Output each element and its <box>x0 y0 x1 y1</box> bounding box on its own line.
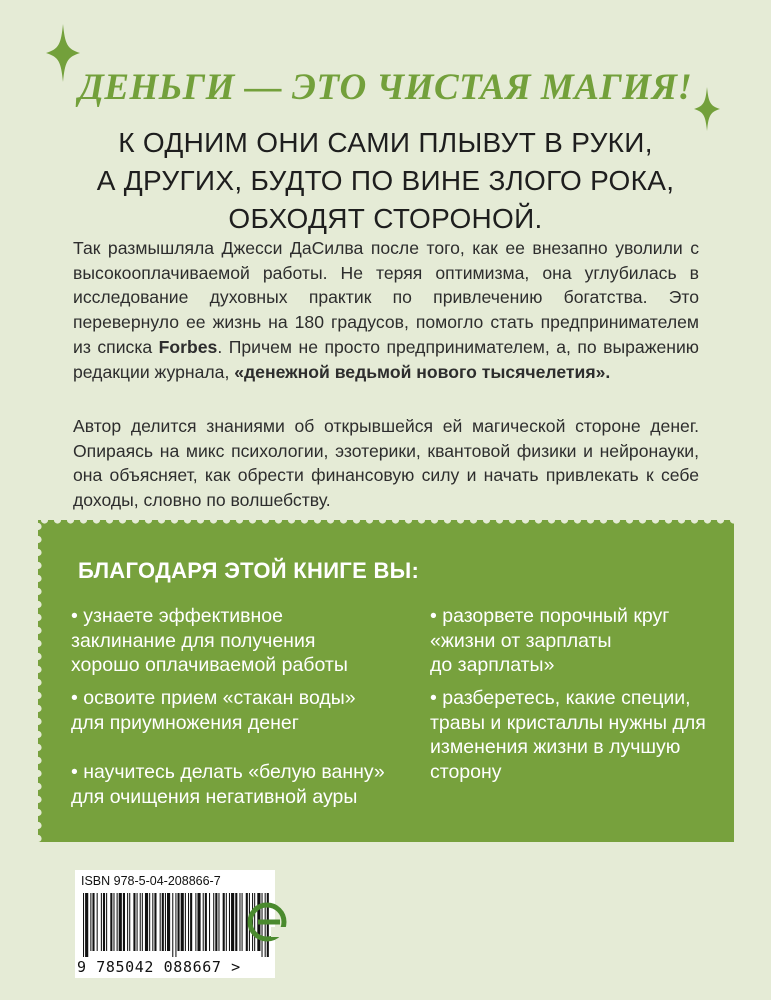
benefit-line: до зарплаты» <box>430 654 555 676</box>
eksmo-logo <box>245 900 289 949</box>
benefit-line: сторону <box>430 760 502 783</box>
benefit-item <box>71 760 385 809</box>
benefit-item <box>430 604 669 678</box>
benefit-line: изменения жизни в лучшую <box>430 736 681 758</box>
subheadline-line: А ДРУГИХ, БУДТО ПО ВИНЕ ЗЛОГО РОКА, <box>96 165 675 196</box>
benefit-line: • разберетесь, какие специи, <box>430 687 691 709</box>
benefit-line: • разорвете порочный круг <box>430 605 670 627</box>
subheadline <box>0 124 771 238</box>
benefit-line: заклинание для получения <box>71 629 316 652</box>
description-paragraph <box>73 236 699 384</box>
subheadline-line: ОБХОДЯТ СТОРОНОЙ. <box>228 203 543 234</box>
barcode-icon <box>83 893 269 957</box>
benefit-line: • узнаете эффективное <box>71 605 283 627</box>
panel-title: БЛАГОДАРЯ ЭТОЙ КНИГЕ ВЫ: <box>78 558 420 583</box>
benefit-line: травы и кристаллы нужны для <box>430 711 706 734</box>
benefits-panel <box>38 520 734 842</box>
benefit-item <box>71 686 356 735</box>
barcode-digits: 9 785042 088667 > <box>77 958 241 976</box>
benefit-item <box>71 604 348 678</box>
benefit-line: хорошо оплачиваемой работы <box>71 654 348 676</box>
paragraph-text: . Причем не просто предпринимателем, а, по выражению редакции журнала, <box>73 336 699 382</box>
author-paragraph: Автор делится знаниями об открывшейся ей магической стороне денег. Опираясь на микс психологии, эзотерики, квантовой физики и нейронауки, она объясняет, как обрести финансовую силу и начать привлекать к себе доходы, словно по волшебству. <box>73 416 699 511</box>
benefit-item <box>430 686 706 784</box>
paragraph-text: Так размышляла Джесси ДаСилва после того, как ее внезапно уволили с высокооплачиваемой работы. Не теряя оптимизма, она углубилась в исследование духовных практик по привлечению богатства. Это перевернуло ее жизнь на 180 градусов, помогло стать предпринимателем из списка <box>73 238 699 357</box>
subheadline-line: К ОДНИМ ОНИ САМИ ПЛЫВУТ В РУКИ, <box>118 127 653 158</box>
benefit-line: • научитесь делать «белую ванну» <box>71 761 385 783</box>
benefit-line: для очищения негативной ауры <box>71 785 358 808</box>
benefit-line: «жизни от зарплаты <box>430 629 612 652</box>
headline: ДЕНЬГИ — ЭТО ЧИСТАЯ МАГИЯ! <box>78 67 693 108</box>
quote-highlight: «денежной ведьмой нового тысячелетия». <box>234 361 611 382</box>
isbn-label: ISBN 978-5-04-208866-7 <box>81 874 221 888</box>
benefit-line: для приумножения денег <box>71 711 299 734</box>
brand-name: Forbes <box>158 336 218 357</box>
benefit-line: • освоите прием «стакан воды» <box>71 687 356 709</box>
